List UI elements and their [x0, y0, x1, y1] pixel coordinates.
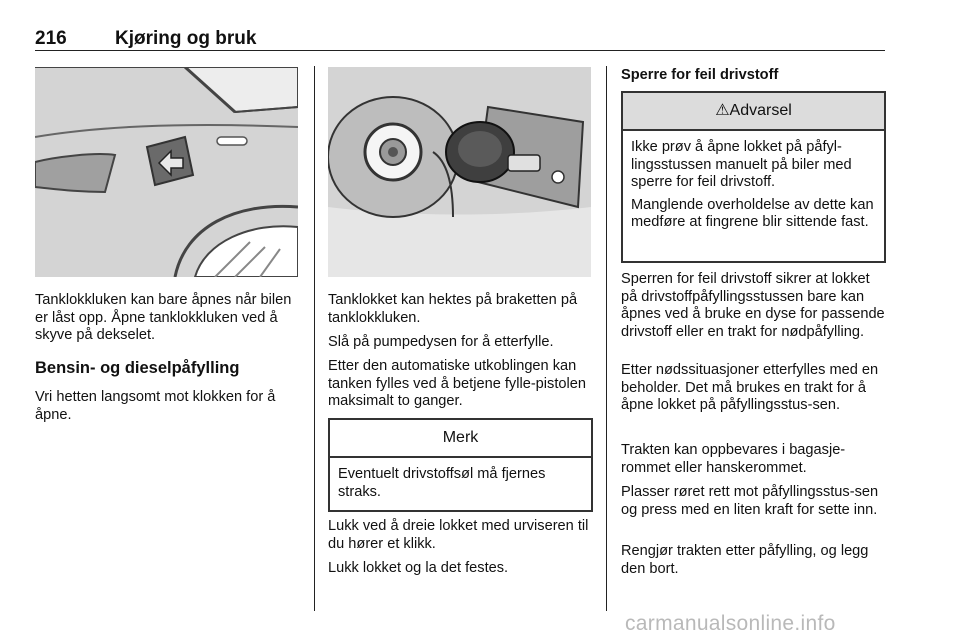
cap-hook-text: Tanklokket kan hektes på braketten på tanklokkluken. [328, 292, 578, 326]
misfuel-para-5: Rengjør trakten etter påfylling, og legg den bort. [621, 543, 869, 577]
pump-nozzle-text: Slå på pumpedysen for å etterfylle. [328, 334, 554, 350]
fuel-flap-caption: Tanklokkluken kan bare åpnes når bilen er låst opp. Åpne tanklokkluken ved å skyve på dekselet. [35, 292, 292, 344]
misfuel-para-2: Etter nødssituasjoner etterfylles med en beholder. Det må brukes en trakt for å åpne lokket på påfyllingsstus-sen. [621, 362, 879, 414]
column-divider [606, 66, 607, 611]
warning-box [621, 91, 886, 263]
warning-title: Advarsel [729, 102, 792, 119]
page-header [35, 28, 885, 51]
warning-text-1: Ikke prøv å åpne lokket på påfyl-lingsstussen manuelt på biler med sperre for feil drivstoff. [631, 139, 852, 191]
page-title: Kjøring og bruk [115, 28, 257, 49]
fuel-flap-illustration [35, 67, 298, 277]
misfuel-para-1: Sperren for feil drivstoff sikrer at lokket på drivstoffpåfyllingsstussen bare kan åpnes ved å bruke en dyse for passende drivstoff eller en trakt for nødpåfylling. [621, 271, 885, 340]
misfuel-para-3: Trakten kan oppbevares i bagasje-rommet eller hanskerommet. [621, 442, 846, 476]
note-box [328, 418, 593, 512]
note-text: Eventuelt drivstoffsøl må fjernes straks. [338, 466, 546, 500]
fuel-cap-illustration [328, 67, 591, 277]
warning-triangle-icon: ⚠ [715, 102, 730, 119]
misfuel-heading: Sperre for feil drivstoff [621, 67, 779, 83]
fuel-cap-bracket-drawing [328, 67, 591, 277]
turn-cap-instruction: Vri hetten langsomt mot klokken for å åpne. [35, 389, 276, 423]
note-title: Merk [330, 420, 591, 458]
page-number: 216 [35, 28, 67, 49]
auto-cutoff-text: Etter den automatiske utkoblingen kan tanken fylles ved å betjene fylle-pistolen maksimalt to ganger. [328, 358, 586, 410]
car-rear-side-drawing [35, 67, 298, 277]
warning-text-2: Manglende overholdelse av dette kan medføre at fingrene blir sittende fast. [631, 196, 874, 231]
warning-body [623, 131, 884, 243]
misfuel-para-4: Plasser røret rett mot påfyllingsstus-sen og press med en liten kraft for sette inn. [621, 484, 879, 518]
warning-header [623, 93, 884, 131]
watermark: carmanualsonline.info [625, 612, 836, 635]
section-heading-petrol-diesel: Bensin- og dieselpåfylling [35, 359, 240, 377]
close-flap-text: Lukk lokket og la det festes. [328, 560, 509, 576]
close-cap-text: Lukk ved å dreie lokket med urviseren til du hører et klikk. [328, 518, 589, 552]
column-divider [314, 66, 315, 611]
